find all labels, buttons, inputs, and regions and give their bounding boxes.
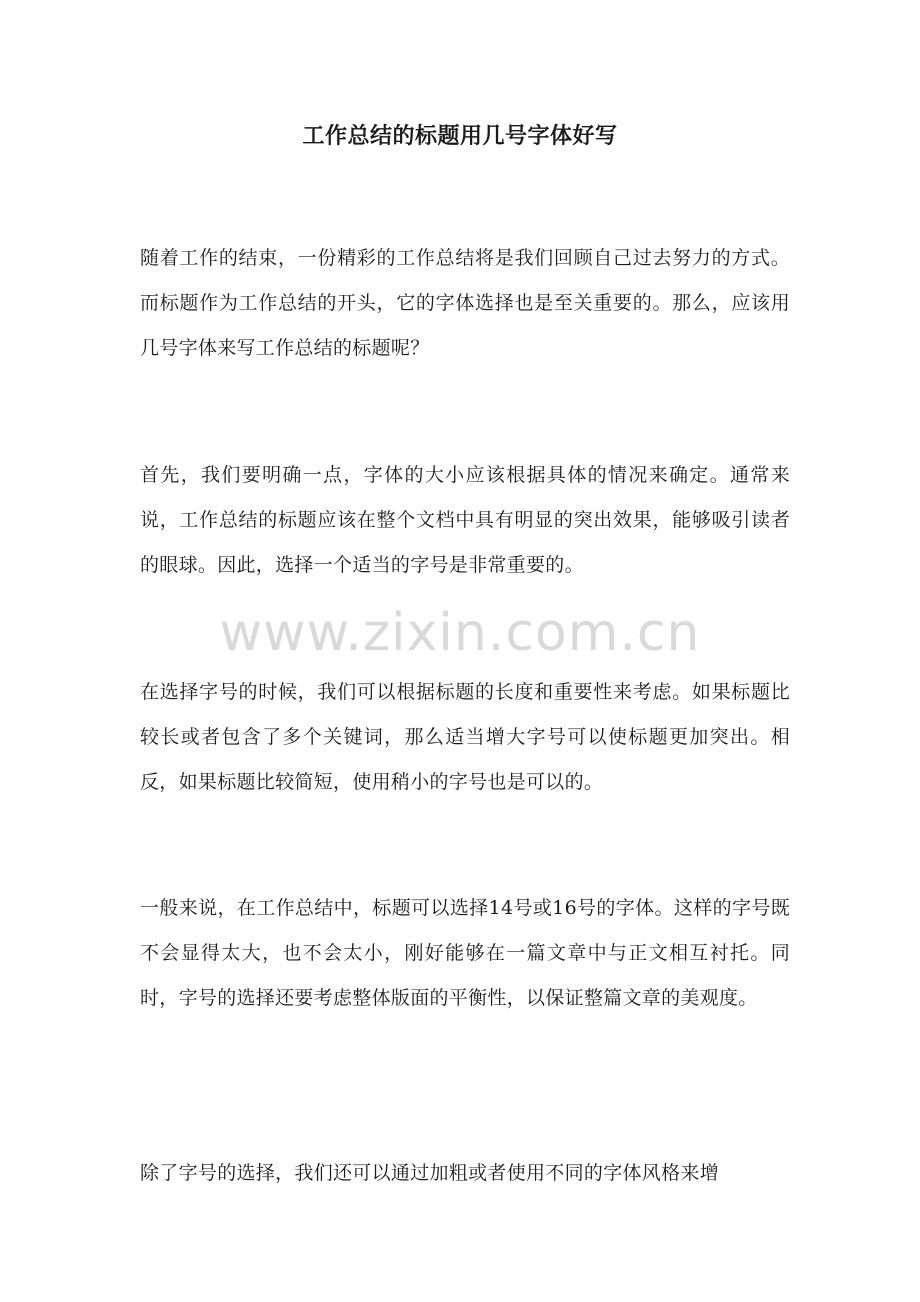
document-title: 工作总结的标题用几号字体好写 [302,123,618,149]
paragraph-3: 在选择字号的时候，我们可以根据标题的长度和重要性来考虑。如果标题比较长或者包含了多个关键词，那么适当增大字号可以使标题更加突出。相反，如果标题比较简短，使用稍小的字号也是可以的。 [140,681,790,793]
paragraph-2: 首先，我们要明确一点，字体的大小应该根据具体的情况来确定。通常来说，工作总结的标题应该在整个文档中具有明显的突出效果，能够吸引读者的眼球。因此，选择一个适当的字号是非常重要的。 [140,464,790,576]
paragraph-1: 随着工作的结束，一份精彩的工作总结将是我们回顾自己过去努力的方式。而标题作为工作总结的开头，它的字体选择也是至关重要的。那么，应该用几号字体来写工作总结的标题呢？ [140,247,790,359]
paragraph-5: 除了字号的选择，我们还可以通过加粗或者使用不同的字体风格来增 [140,1162,720,1184]
paragraph-4: 一般来说，在工作总结中，标题可以选择14号或16号的字体。这样的字号既不会显得太大，也不会太小，刚好能够在一篇文章中与正文相互衬托。同时，字号的选择还要考虑整体版面的平衡性，以保证整篇文章的美观度。 [140,897,790,1009]
watermark-text: www.zixin.com.cn [219,603,701,663]
